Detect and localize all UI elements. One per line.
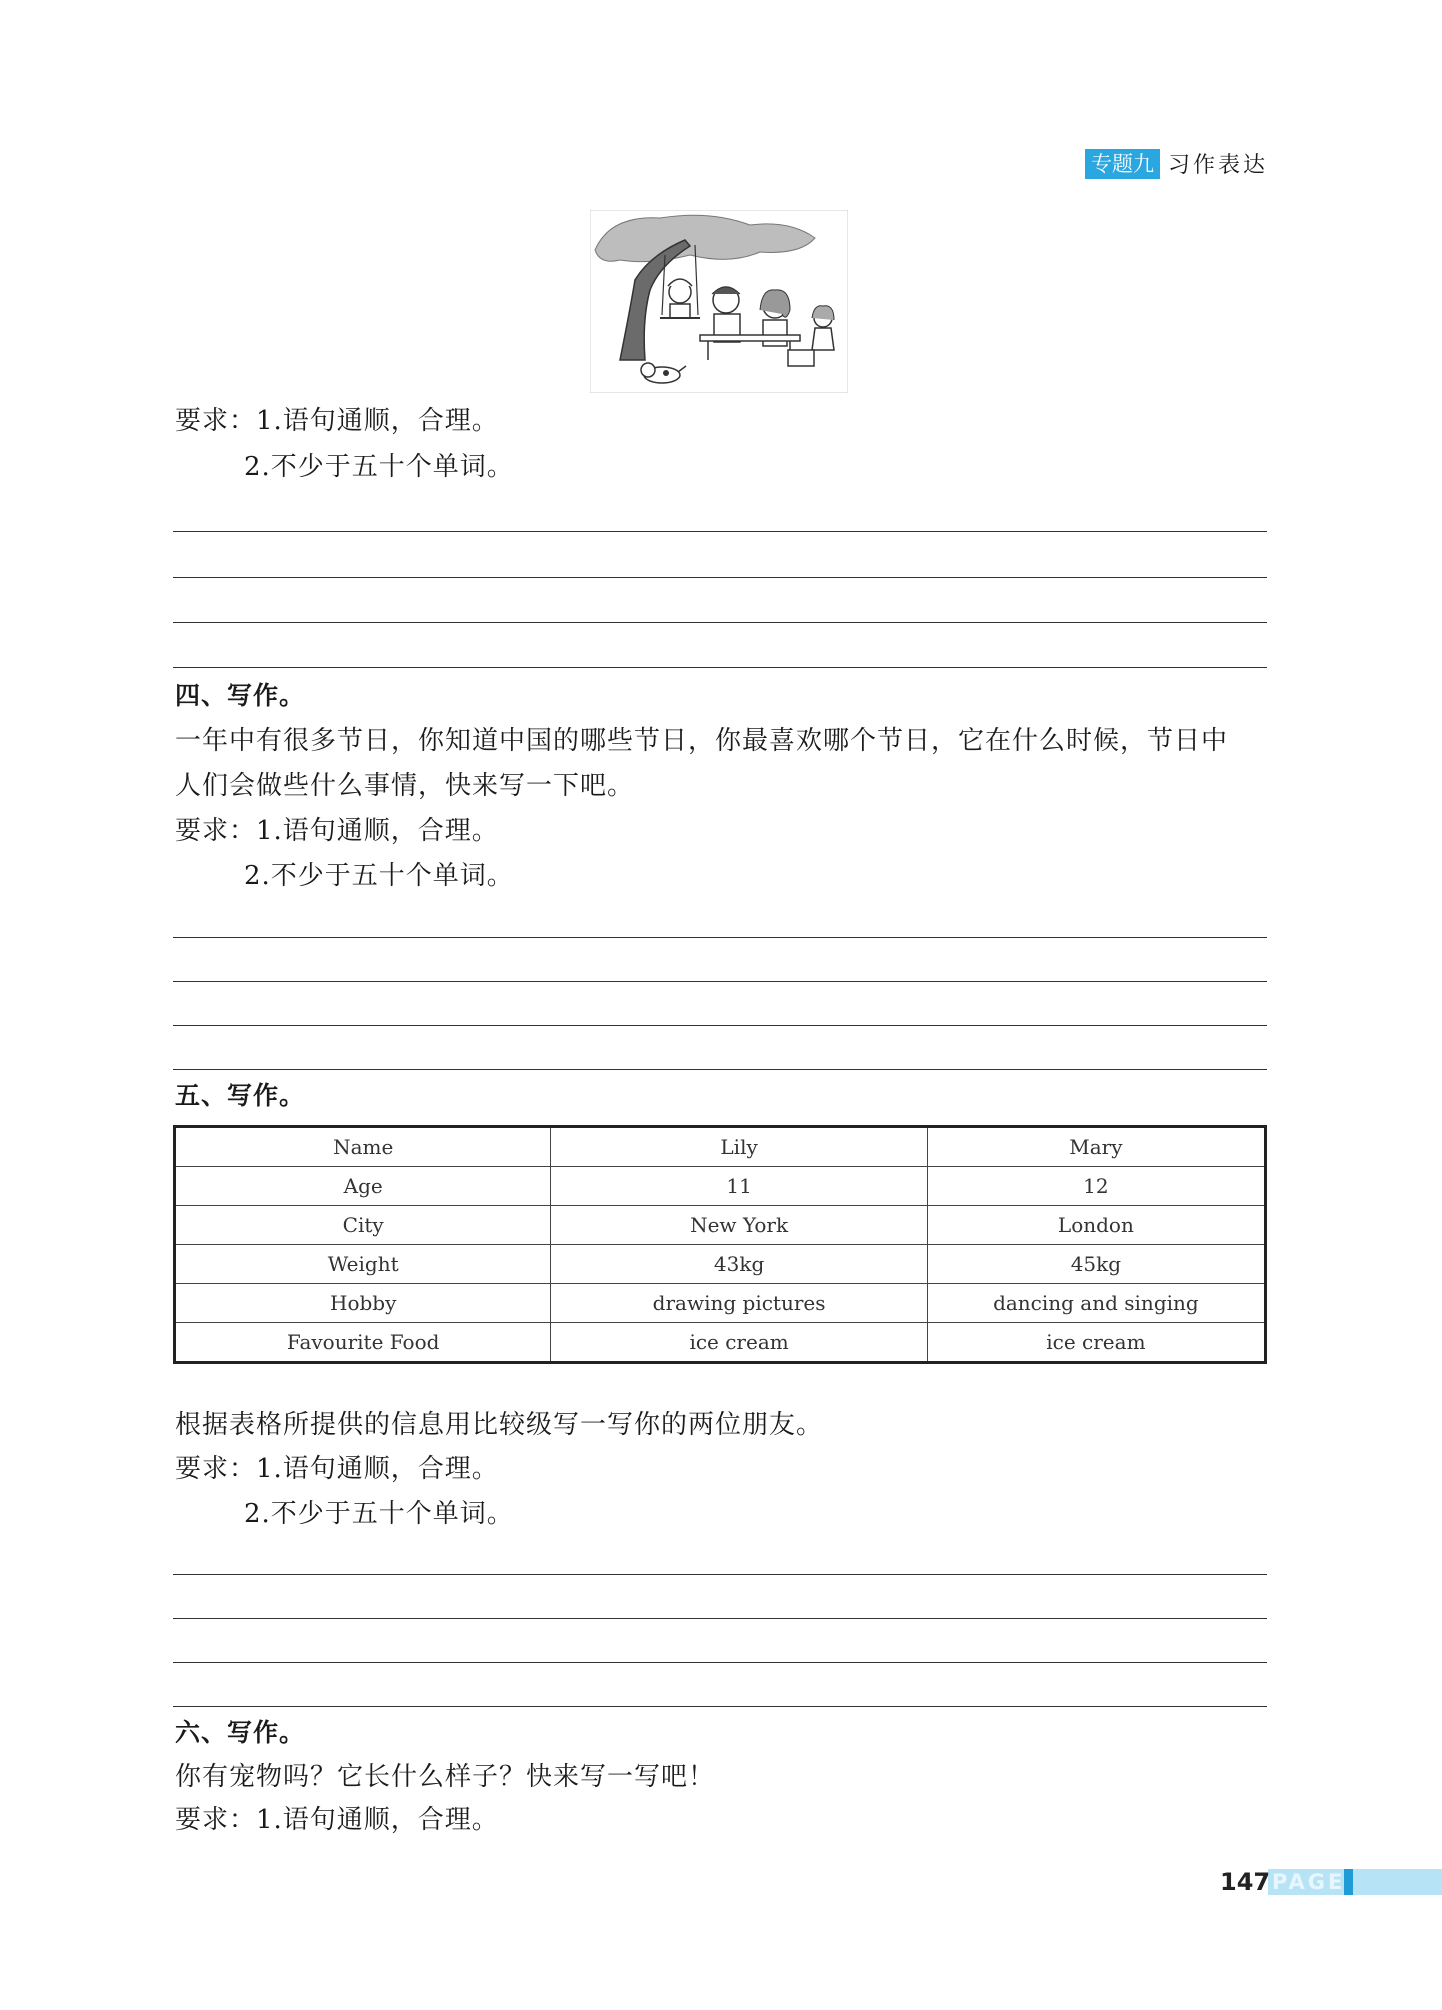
table-cell: Favourite Food bbox=[175, 1323, 551, 1363]
table-cell: drawing pictures bbox=[551, 1284, 927, 1323]
section-heading-5: 五、写作。 bbox=[175, 1081, 306, 1110]
table-cell: Hobby bbox=[175, 1284, 551, 1323]
table-row bbox=[175, 1206, 1266, 1245]
requirement-1: 要求：1.语句通顺，合理。 bbox=[175, 816, 499, 846]
writing-line bbox=[173, 1662, 1267, 1663]
writing-line bbox=[173, 577, 1267, 578]
section-heading-4: 四、写作。 bbox=[175, 681, 306, 710]
requirement-1: 要求：1.语句通顺，合理。 bbox=[175, 1805, 499, 1835]
table-cell: New York bbox=[551, 1206, 927, 1245]
writing-line bbox=[173, 622, 1267, 623]
table-cell: Mary bbox=[927, 1127, 1265, 1167]
section-heading-6: 六、写作。 bbox=[175, 1718, 306, 1747]
table-cell: Weight bbox=[175, 1245, 551, 1284]
chapter-header bbox=[1085, 148, 1268, 179]
prompt-line: 人们会做些什么事情，快来写一下吧。 bbox=[175, 771, 635, 801]
table-row bbox=[175, 1323, 1266, 1363]
page-number: 147 bbox=[1220, 1868, 1271, 1896]
table-cell: dancing and singing bbox=[927, 1284, 1265, 1323]
table-cell: 12 bbox=[927, 1167, 1265, 1206]
page-accent-stripe bbox=[1344, 1869, 1353, 1895]
table-cell: Lily bbox=[551, 1127, 927, 1167]
table-row bbox=[175, 1245, 1266, 1284]
writing-line bbox=[173, 1574, 1267, 1575]
chapter-title: 习作表达 bbox=[1168, 153, 1269, 178]
requirement-1: 要求：1.语句通顺，合理。 bbox=[175, 1454, 499, 1484]
table-cell: ice cream bbox=[551, 1323, 927, 1363]
requirement-2: 2.不少于五十个单词。 bbox=[244, 861, 514, 891]
friends-info-table bbox=[173, 1125, 1267, 1364]
prompt-line: 根据表格所提供的信息用比较级写一写你的两位朋友。 bbox=[175, 1410, 824, 1440]
table-cell: City bbox=[175, 1206, 551, 1245]
table-cell: 45kg bbox=[927, 1245, 1265, 1284]
family-park-illustration bbox=[590, 210, 848, 393]
page-label: PAGE bbox=[1272, 1870, 1346, 1894]
table-cell: London bbox=[927, 1206, 1265, 1245]
writing-line bbox=[173, 1069, 1267, 1070]
prompt-line: 你有宠物吗？它长什么样子？快来写一写吧！ bbox=[175, 1762, 716, 1792]
table-cell: Age bbox=[175, 1167, 551, 1206]
prompt-line: 一年中有很多节日，你知道中国的哪些节日，你最喜欢哪个节日，它在什么时候，节日中 bbox=[175, 726, 1229, 756]
requirement-1: 要求：1.语句通顺，合理。 bbox=[175, 406, 499, 436]
writing-line bbox=[173, 981, 1267, 982]
writing-line bbox=[173, 531, 1267, 532]
table-row bbox=[175, 1127, 1266, 1167]
writing-line bbox=[173, 1025, 1267, 1026]
table-cell: 43kg bbox=[551, 1245, 927, 1284]
chapter-tag: 专题九 bbox=[1085, 149, 1160, 179]
table-row bbox=[175, 1167, 1266, 1206]
table-cell: ice cream bbox=[927, 1323, 1265, 1363]
table-cell: 11 bbox=[551, 1167, 927, 1206]
requirement-2: 2.不少于五十个单词。 bbox=[244, 1499, 514, 1529]
writing-line bbox=[173, 937, 1267, 938]
writing-line bbox=[173, 667, 1267, 668]
requirement-2: 2.不少于五十个单词。 bbox=[244, 452, 514, 482]
table-row bbox=[175, 1284, 1266, 1323]
writing-line bbox=[173, 1706, 1267, 1707]
table-cell: Name bbox=[175, 1127, 551, 1167]
writing-line bbox=[173, 1618, 1267, 1619]
